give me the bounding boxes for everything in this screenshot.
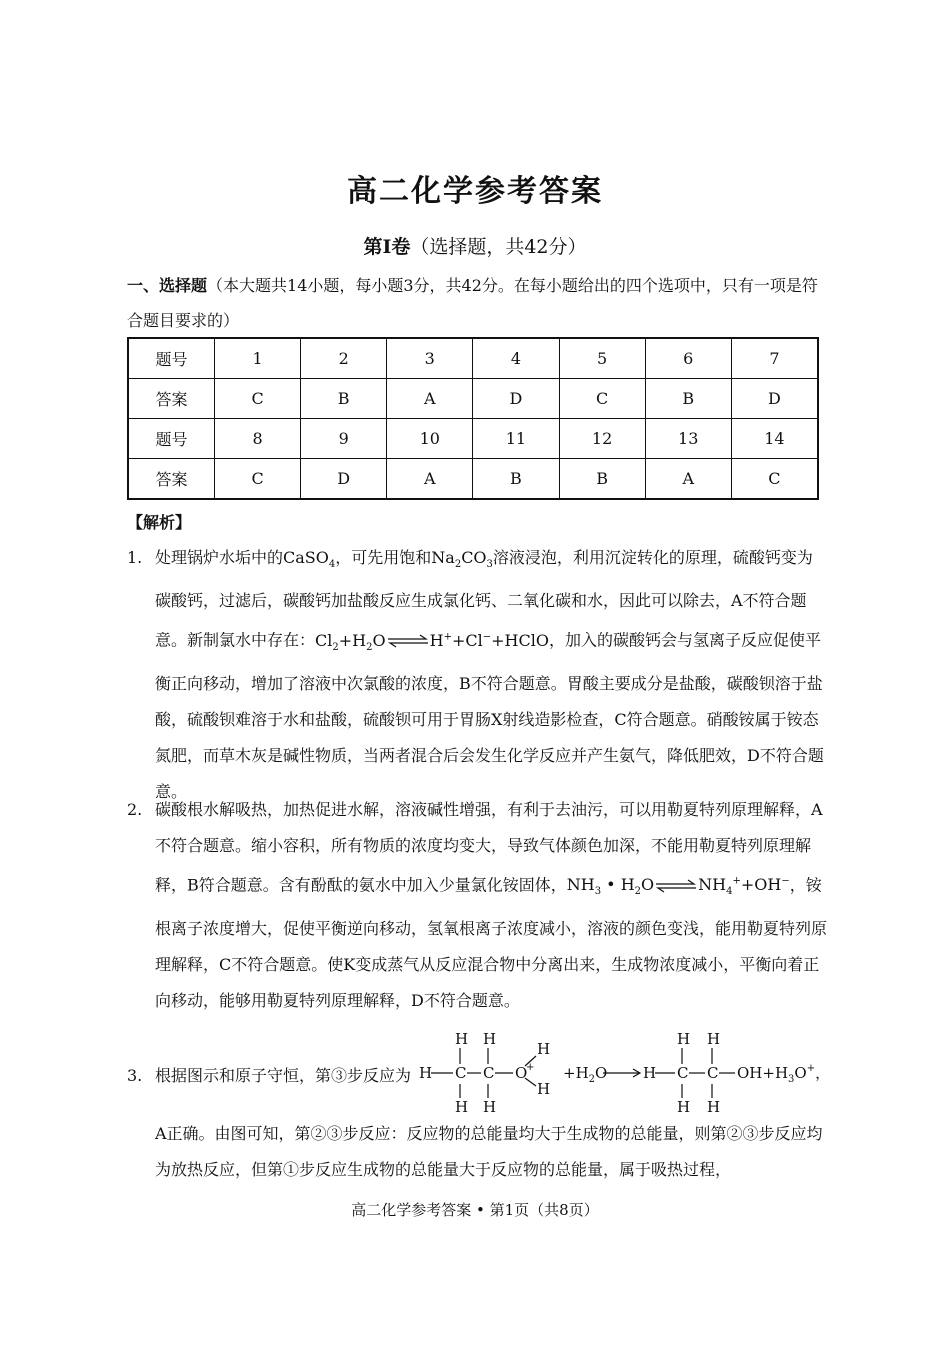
superscript: +	[526, 1062, 535, 1073]
table-row	[128, 338, 818, 379]
atom-label: H	[707, 1098, 721, 1116]
superscript: −	[482, 631, 492, 643]
analysis-item-3-continued	[127, 1116, 827, 1188]
table-cell: C	[731, 459, 818, 500]
analysis-heading: 【解析】	[127, 513, 192, 532]
item-number: 2.	[127, 800, 143, 819]
atom-label: H	[455, 1030, 469, 1048]
formula: • H	[601, 875, 635, 895]
formula: NH	[698, 875, 727, 895]
table-cell: D	[301, 459, 387, 500]
table-row	[128, 459, 818, 500]
formula: CO	[461, 548, 487, 567]
atom-label: H	[537, 1080, 551, 1098]
row-header: 题号	[128, 338, 215, 379]
formula: +HClO	[491, 630, 549, 650]
formula: +Cl	[451, 630, 483, 650]
item-body	[155, 792, 827, 1019]
atom-label: H	[537, 1040, 551, 1058]
atom-label: C	[455, 1064, 467, 1082]
atom-label: H	[419, 1064, 433, 1082]
formula: Cl	[315, 630, 333, 650]
table-cell: 3	[387, 338, 473, 379]
item-body	[155, 540, 827, 810]
table-cell: C	[215, 379, 301, 419]
superscript: +	[806, 1063, 816, 1074]
table-cell: A	[387, 379, 473, 419]
formula-part: ，	[815, 1064, 831, 1082]
subscript: 2	[366, 641, 373, 653]
formula: O	[641, 875, 655, 895]
table-cell: B	[645, 379, 731, 419]
text-span: ，铵根离子浓度增大，促使平衡逆向移动，氢氧根离子浓度减小，溶液的颜色变浅，能用勒夏特列原理解释，C不符合题意。使K变成蒸气从反应混合物中分离出来，生成物浓度减小，平衡向着正向移动，能够用勒夏特列原理解释，D不符合题意。	[155, 875, 828, 1010]
volume-heading	[0, 232, 950, 259]
reaction-structure-diagram	[415, 1028, 831, 1116]
superscript: +	[443, 631, 452, 643]
table-cell: 10	[387, 419, 473, 459]
analysis-item-1	[127, 540, 827, 810]
item-number: 1.	[127, 548, 143, 567]
table-cell: A	[645, 459, 731, 500]
table-cell: B	[473, 459, 559, 500]
formula-part: +H	[563, 1064, 589, 1082]
table-cell: 1	[215, 338, 301, 379]
answer-table	[127, 337, 819, 500]
formula	[737, 1063, 830, 1085]
atom-label: O	[515, 1064, 528, 1082]
formula-part: O	[595, 1064, 608, 1082]
text-span: ，可先用饱和	[335, 548, 432, 567]
text-span: 根据图示和原子守恒，第③步反应为	[155, 1066, 412, 1085]
table-cell: A	[387, 459, 473, 500]
row-header: 答案	[128, 459, 215, 500]
bond	[525, 1078, 536, 1086]
table-cell: 7	[731, 338, 818, 379]
table-cell: 8	[215, 419, 301, 459]
item-number: 3.	[127, 1066, 143, 1085]
table-cell: B	[559, 459, 645, 500]
subscript: 3	[486, 559, 493, 571]
formula: NH	[566, 875, 595, 895]
item-text	[155, 792, 827, 1019]
table-cell: 6	[645, 338, 731, 379]
table-cell: 11	[473, 419, 559, 459]
table-cell: D	[473, 379, 559, 419]
table-cell: 2	[301, 338, 387, 379]
atom-label: H	[483, 1098, 497, 1116]
atom-label: H	[707, 1030, 721, 1048]
analysis-item-2	[127, 792, 827, 1019]
atom-label: H	[677, 1098, 691, 1116]
table-cell: B	[301, 379, 387, 419]
subscript: 2	[454, 559, 462, 571]
text-span: ，加入的碳酸钙会与氢离子反应促使平衡正向移动，增加了溶液中次氯酸的浓度，B不符合题意。胃酸主要成分是盐酸，碳酸钡溶于盐酸，硫酸钡难溶于水和盐酸，硫酸钡可用于胃肠X射线造影检查，C符合题意。硝酸铵属于铵态氮肥，而草木灰是碱性物质，当两者混合后会发生化学反应并产生氨气，降低肥效，D不符合题意。	[155, 630, 824, 801]
table-cell: 14	[731, 419, 818, 459]
section-title: 一、选择题	[127, 276, 208, 295]
equilibrium-arrow-icon	[654, 880, 698, 892]
text-span: 处理锅炉水垢中的	[155, 548, 284, 567]
ammonia-equilibrium	[566, 875, 790, 898]
formula: O	[372, 630, 386, 650]
chlorine-equilibrium	[315, 630, 549, 653]
subscript: 3	[594, 886, 602, 898]
formula-part: O	[794, 1064, 807, 1082]
text-span: 碳酸根水解吸热，加热促进水解，溶液碱性增强，有利于去油污，可以用勒夏特列原理解释，A不符合题意。缩小容积，所有物质的浓度均变大，导致气体颜色加深，不能用勒夏特列原理解释，B符合题意。含有酚酞的氨水中加入少量氯化铵固体，	[155, 800, 823, 895]
atom-label: H	[677, 1030, 691, 1048]
table-cell: 9	[301, 419, 387, 459]
formula: H	[429, 630, 444, 650]
page-footer: 高二化学参考答案 • 第1页（共8页）	[351, 1201, 599, 1219]
subscript: 3	[788, 1074, 795, 1085]
superscript: +	[732, 876, 741, 887]
atom-label: H	[483, 1030, 497, 1048]
subscript: 4	[328, 559, 336, 571]
formula	[563, 1064, 607, 1085]
table-row	[128, 419, 818, 459]
item-text	[155, 540, 827, 810]
superscript: −	[781, 876, 790, 887]
volume-label: 第Ⅰ卷	[363, 236, 411, 258]
section-instructions: （本大题共14小题，每小题3分，共42分。在每小题给出的四个选项中，只有一项是符合题目要求的）	[127, 276, 818, 330]
table-cell: 13	[645, 419, 731, 459]
atom-label: C	[483, 1064, 495, 1082]
table-cell: 12	[559, 419, 645, 459]
table-cell: C	[559, 379, 645, 419]
table-cell: 5	[559, 338, 645, 379]
formula: +H	[338, 630, 367, 650]
table-cell: D	[731, 379, 818, 419]
item-text: A正确。由图可知，第②③步反应：反应物的总能量均大于生成物的总能量，则第②③步反应均为放热反应，但第①步反应生成物的总能量大于反应物的总能量，属于吸热过程，	[155, 1124, 823, 1179]
formula: +OH	[740, 875, 782, 895]
text-span: 溶液浸泡，利用沉淀转化的原理，硫酸钙变为碳酸钙，过滤后，碳酸钙加盐酸反应生成氯化钙、二氧化碳和水，因此可以除去，A不符合题意。新制氯水中存在：	[155, 548, 813, 650]
page-title: 高二化学参考答案	[347, 174, 603, 209]
volume-note: （选择题，共42分）	[410, 236, 587, 258]
formula: CaSO	[283, 548, 329, 567]
atom-label: C	[677, 1064, 689, 1082]
subscript: 2	[588, 1074, 596, 1085]
subscript: 2	[332, 641, 339, 653]
atom-label: H	[455, 1098, 469, 1116]
row-header: 题号	[128, 419, 215, 459]
formula-part: OH+H	[737, 1064, 789, 1082]
formula: Na	[431, 548, 455, 567]
table-cell: 4	[473, 338, 559, 379]
row-header: 答案	[128, 379, 215, 419]
table-row	[128, 379, 818, 419]
equilibrium-arrow-icon	[386, 635, 430, 647]
subscript: 4	[726, 886, 733, 898]
item-body	[155, 1116, 827, 1188]
atom-label: H	[643, 1064, 657, 1082]
table-cell: C	[215, 459, 301, 500]
atom-label: C	[707, 1064, 719, 1082]
section-intro	[127, 268, 827, 338]
subscript: 2	[634, 886, 642, 898]
